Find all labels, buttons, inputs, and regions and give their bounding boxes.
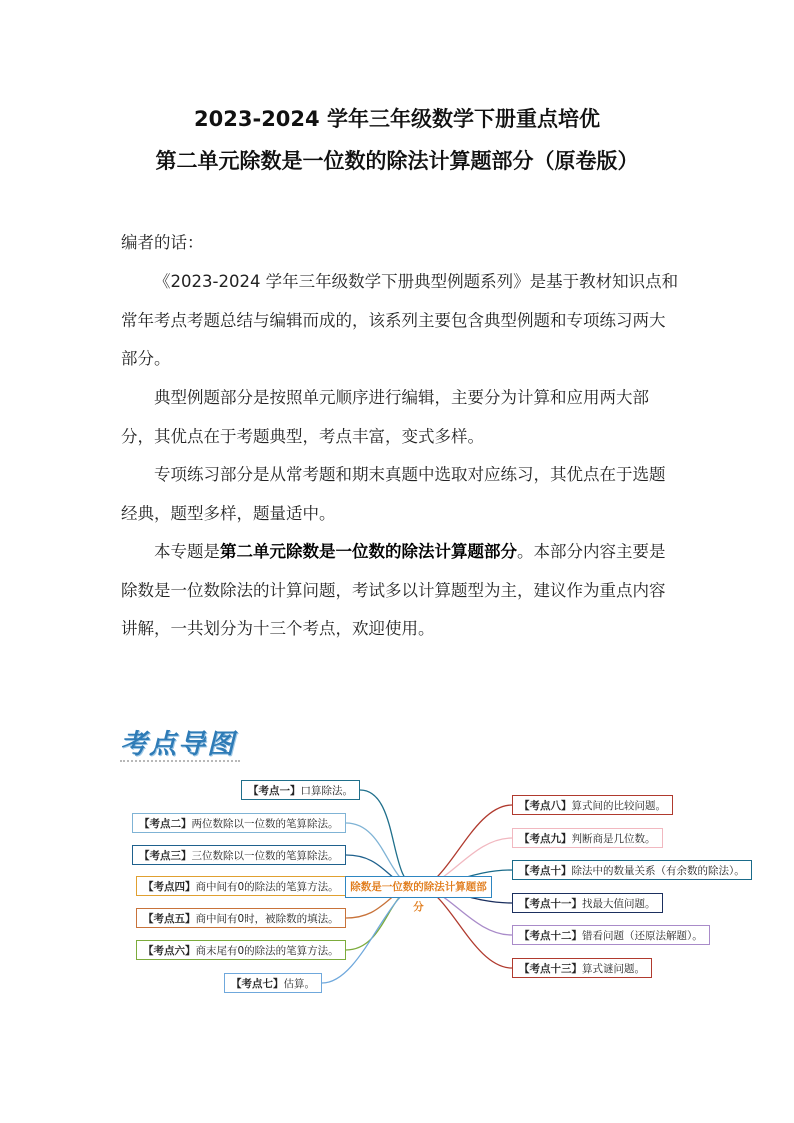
mindmap-center-node: 除数是一位数的除法计算题部分 xyxy=(345,876,492,898)
topic-text: 商中间有0时，被除数的填法。 xyxy=(195,913,339,925)
left-connector xyxy=(322,887,418,983)
topic-suffix: 。本部分内容主要是除数是一位数除法的计算问题，考试多以计算题型为主，建议作为重点内容讲解，一共划分为十三个考点，欢迎使用。 xyxy=(121,542,666,638)
paragraph-practice: 专项练习部分是从常考题和期末真题中选取对应练习，其优点在于选题经典，题型多样，题量适中。 xyxy=(121,465,666,523)
topic-tag: 【考点七】 xyxy=(231,978,284,990)
right-connector xyxy=(418,887,512,968)
topic-text: 算式间的比较问题。 xyxy=(571,800,666,812)
topic-text: 口算除法。 xyxy=(300,785,353,797)
topic-tag: 【考点一】 xyxy=(248,785,301,797)
right-topic-node xyxy=(512,860,752,880)
mindmap-heading: 考点导图 xyxy=(120,729,236,760)
right-connector xyxy=(418,805,512,887)
topic-text: 商中间有0的除法的笔算方法。 xyxy=(195,881,339,893)
left-topic-node xyxy=(132,845,346,865)
topic-text: 三位数除以一位数的笔算除法。 xyxy=(191,850,339,862)
topic-tag: 【考点四】 xyxy=(143,881,196,893)
topic-tag: 【考点八】 xyxy=(519,800,572,812)
paragraph-examples: 典型例题部分是按照单元顺序进行编辑，主要分为计算和应用两大部分，其优点在于考题典型，考点丰富，变式多样。 xyxy=(121,388,649,446)
right-topic-node xyxy=(512,893,663,913)
paragraph-intro: 《2023-2024 学年三年级数学下册典型例题系列》是基于教材知识点和常年考点考题总结与编辑而成的，该系列主要包含典型例题和专项练习两大部分。 xyxy=(121,272,679,368)
topic-tag: 【考点十】 xyxy=(519,865,572,877)
topic-tag: 【考点十二】 xyxy=(519,930,582,942)
topic-text: 判断商是几位数。 xyxy=(571,833,656,845)
topic-tag: 【考点三】 xyxy=(139,850,192,862)
topic-text: 错看问题（还原法解题）。 xyxy=(582,930,703,942)
left-connector xyxy=(360,790,418,887)
right-topic-node xyxy=(512,828,663,848)
topic-text: 两位数除以一位数的笔算除法。 xyxy=(191,818,339,830)
topic-text: 估算。 xyxy=(283,978,315,990)
topic-text: 除法中的数量关系（有余数的除法）。 xyxy=(571,865,745,877)
left-topic-node xyxy=(136,876,346,896)
topic-text: 算式谜问题。 xyxy=(582,963,645,975)
document-title: 2023-2024 学年三年级数学下册重点培优 xyxy=(194,107,600,131)
left-topic-node xyxy=(136,940,346,960)
topic-text: 商末尾有0的除法的笔算方法。 xyxy=(195,945,339,957)
topic-text: 找最大值问题。 xyxy=(582,898,656,910)
topic-tag: 【考点十一】 xyxy=(519,898,582,910)
topic-tag: 【考点九】 xyxy=(519,833,572,845)
left-topic-node xyxy=(132,813,346,833)
right-topic-node xyxy=(512,958,652,978)
right-topic-node xyxy=(512,795,673,815)
topic-name: 第二单元除数是一位数的除法计算题部分 xyxy=(220,542,517,561)
right-topic-node xyxy=(512,925,710,945)
editor-note-label: 编者的话： xyxy=(121,233,204,252)
left-topic-node xyxy=(241,780,360,800)
left-topic-node xyxy=(224,973,322,993)
topic-tag: 【考点十三】 xyxy=(519,963,582,975)
topic-tag: 【考点二】 xyxy=(139,818,192,830)
topic-prefix: 本专题是 xyxy=(154,542,220,561)
left-topic-node xyxy=(136,908,346,928)
document-subtitle: 第二单元除数是一位数的除法计算题部分（原卷版） xyxy=(155,149,639,173)
topic-tag: 【考点五】 xyxy=(143,913,196,925)
topic-tag: 【考点六】 xyxy=(143,945,196,957)
